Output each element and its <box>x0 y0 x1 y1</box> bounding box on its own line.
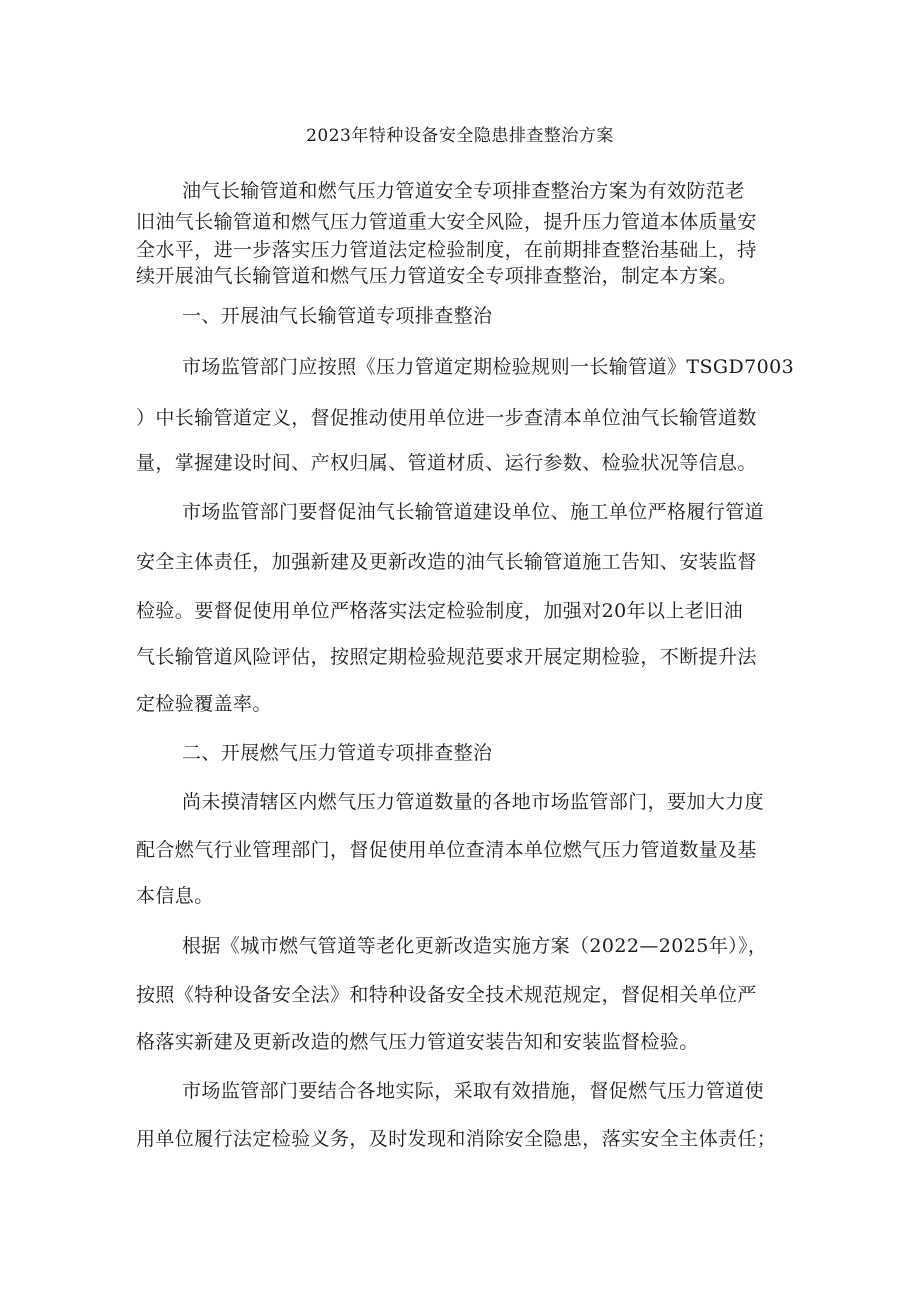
paragraph-line: 气长输管道风险评估，按照定期检验规范要求开展定期检验，不断提升法 <box>136 646 757 668</box>
paragraph-line: 用单位履行法定检验义务，及时发现和消除安全隐患，落实安全主体责任； <box>136 1128 777 1150</box>
paragraph-line: 按照《特种设备安全法》和特种设备安全技术规范规定，督促相关单位严 <box>136 984 757 1006</box>
paragraph-line: 本信息。 <box>136 885 214 907</box>
section-heading: 一、开展油气长输管道专项排查整治 <box>182 305 493 327</box>
paragraph-line: 旧油气长输管道和燃气压力管道重大安全风险，提升压力管道本体质量安 <box>136 211 757 233</box>
paragraph-line: 根据《城市燃气管道等老化更新改造实施方案（2022—2025年）》， <box>182 935 768 957</box>
paragraph-line: 全水平，进一步落实压力管道法定检验制度，在前期排查整治基础上，持 <box>136 239 757 261</box>
section-heading: 二、开展燃气压力管道专项排查整治 <box>182 742 493 764</box>
paragraph-line: 配合燃气行业管理部门，督促使用单位查清本单位燃气压力管道数量及基 <box>136 839 757 861</box>
paragraph-line: ）中长输管道定义，督促推动使用单位进一步查清本单位油气长输管道数 <box>136 407 757 429</box>
document-title: 2023年特种设备安全隐患排查整治方案 <box>306 126 614 146</box>
paragraph-line: 市场监管部门要督促油气长输管道建设单位、施工单位严格履行管道 <box>182 501 765 523</box>
paragraph-line: 定检验覆盖率。 <box>136 693 272 715</box>
paragraph-line: 尚未摸清辖区内燃气压力管道数量的各地市场监管部门，要加大力度 <box>182 791 765 813</box>
paragraph-line: 市场监管部门应按照《压力管道定期检验规则一长输管道》TSGD7003 <box>182 356 795 378</box>
paragraph-line: 续开展油气长输管道和燃气压力管道安全专项排查整治，制定本方案。 <box>136 265 738 287</box>
paragraph-line: 市场监管部门要结合各地实际，采取有效措施，督促燃气压力管道使 <box>182 1080 765 1102</box>
paragraph-line: 油气长输管道和燃气压力管道安全专项排查整治方案为有效防范老 <box>182 180 745 202</box>
paragraph-line: 格落实新建及更新改造的燃气压力管道安装告知和安装监督检验。 <box>136 1031 699 1053</box>
paragraph-line: 量，掌握建设时间、产权归属、管道材质、运行参数、检验状况等信息。 <box>136 452 757 474</box>
paragraph-line: 检验。要督促使用单位严格落实法定检验制度，加强对20年以上老旧油 <box>136 600 743 622</box>
paragraph-line: 安全主体责任，加强新建及更新改造的油气长输管道施工告知、安装监督 <box>136 551 757 573</box>
